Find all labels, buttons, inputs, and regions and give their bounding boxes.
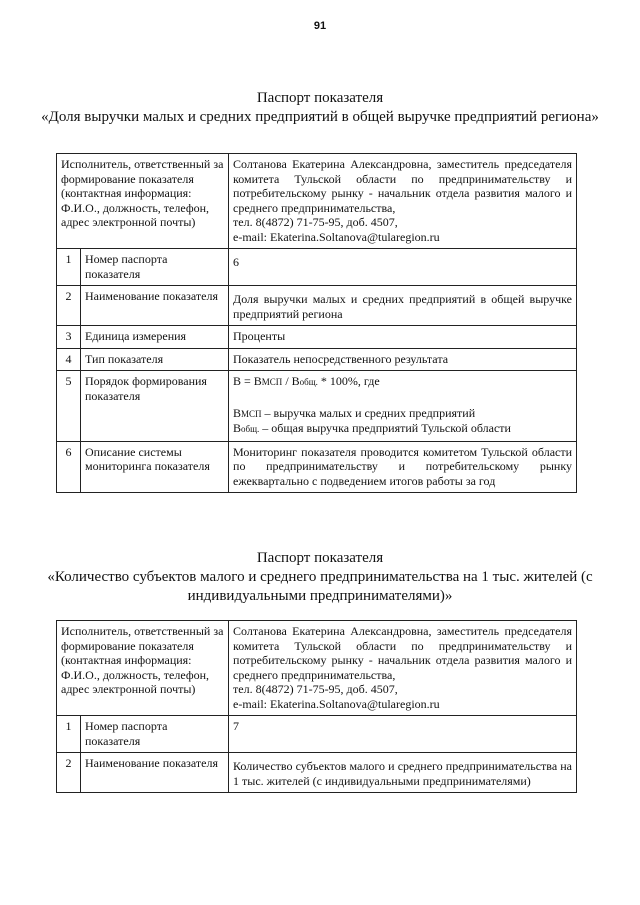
- passport-number-value: 6: [233, 255, 240, 269]
- executor-row: [57, 621, 577, 716]
- row-value: Мониторинг показателя проводится комитетом Тульской области по предпринимательству и потребительскому рынку ежеквартально с подведением итогов работы за год: [229, 441, 577, 493]
- formula-subscript: общ.: [299, 377, 318, 387]
- row-label: Описание системы мониторинга показателя: [81, 441, 229, 493]
- row-value: 7: [229, 716, 577, 753]
- row-label: Порядок формирования показателя: [81, 371, 229, 442]
- monitoring-row: [57, 441, 577, 493]
- passport-table: [56, 620, 577, 793]
- row-label: Единица измерения: [81, 326, 229, 349]
- definition-text: – общая выручка предприятий Тульской области: [259, 421, 511, 435]
- symbol: В: [233, 405, 242, 420]
- formula-subscript: МСП: [261, 377, 283, 387]
- formula-part: / В: [282, 374, 300, 388]
- definition-text: – выручка малых и средних предприятий: [261, 405, 476, 420]
- executor-value: [229, 154, 577, 249]
- row-number: 4: [57, 348, 81, 371]
- table-row: [57, 326, 577, 349]
- executor-phone: тел. 8(4872) 71-75-95, доб. 4507,: [233, 682, 398, 696]
- row-number: 3: [57, 326, 81, 349]
- row-value: [229, 753, 577, 793]
- passport-title: [40, 549, 600, 606]
- executor-email: e-mail: Ekaterina.Soltanova@tularegion.ru: [233, 696, 440, 711]
- executor-name-position: Солтанова Екатерина Александровна, заместитель председателя комитета Тульской области по предпринимательству и потребительскому рынку - начальник отдела развития малого и среднего предпринимательства,: [233, 624, 573, 682]
- executor-phone: тел. 8(4872) 71-75-95, доб. 4507,: [233, 215, 398, 229]
- executor-label: Исполнитель, ответственный за формирование показателя (контактная информация: Ф.И.О., должность, телефон, адрес электронной почты): [57, 621, 229, 716]
- formula-row: [57, 371, 577, 442]
- executor-row: [57, 154, 577, 249]
- formula: [233, 374, 572, 390]
- executor-value: [229, 621, 577, 716]
- row-label: Номер паспорта показателя: [81, 249, 229, 286]
- row-number: 2: [57, 286, 81, 326]
- row-number: 1: [57, 716, 81, 753]
- executor-label: Исполнитель, ответственный за формирование показателя (контактная информация: Ф.И.О., должность, телефон, адрес электронной почты): [57, 154, 229, 249]
- formula-part: В = В: [233, 374, 262, 388]
- formula-definition: [233, 406, 572, 422]
- row-value: [229, 249, 577, 286]
- row-number: 1: [57, 249, 81, 286]
- table-row: [57, 249, 577, 286]
- indicator-name-value: Доля выручки малых и средних предприятий в общей выручке предприятий региона: [233, 292, 573, 321]
- row-number: 2: [57, 753, 81, 793]
- formula-part: * 100%, где: [317, 374, 380, 388]
- passport-heading: Паспорт показателя: [256, 550, 384, 566]
- executor-name-position: Солтанова Екатерина Александровна, заместитель председателя комитета Тульской области по предпринимательству и потребительскому рынку - начальник отдела развития малого и среднего предпринимательства,: [233, 157, 573, 215]
- indicator-name-heading: «Доля выручки малых и средних предприятий в общей выручке предприятий региона»: [41, 109, 599, 125]
- symbol-subscript: общ.: [241, 424, 260, 434]
- row-label: Наименование показателя: [81, 753, 229, 793]
- formula-definition: [233, 421, 572, 437]
- passport-table: [56, 153, 577, 493]
- table-row: [57, 286, 577, 326]
- row-number: 6: [57, 441, 81, 493]
- indicator-name-value: Количество субъектов малого и среднего предпринимательства на 1 тыс. жителей (с индивидуальными предпринимателями): [233, 759, 573, 788]
- row-value: [229, 371, 577, 442]
- row-value: [229, 286, 577, 326]
- row-value: Проценты: [229, 326, 577, 349]
- passport-heading: Паспорт показателя: [256, 90, 384, 106]
- row-label: Наименование показателя: [81, 286, 229, 326]
- page-number: 91: [313, 20, 327, 32]
- row-label: Тип показателя: [81, 348, 229, 371]
- executor-email: e-mail: Ekaterina.Soltanova@tularegion.ru: [233, 229, 440, 244]
- symbol: В: [233, 421, 242, 435]
- row-value: Показатель непосредственного результата: [229, 348, 577, 371]
- row-number: 5: [57, 371, 81, 442]
- table-row: [57, 753, 577, 793]
- indicator-name-heading: «Количество субъектов малого и среднего предпринимательства на 1 тыс. жителей (с индивидуальными предпринимателями)»: [47, 569, 593, 604]
- row-label: Номер паспорта показателя: [81, 716, 229, 753]
- table-row: [57, 716, 577, 753]
- symbol-subscript: МСП: [241, 408, 262, 419]
- table-row: [57, 348, 577, 371]
- passport-title: [40, 89, 600, 127]
